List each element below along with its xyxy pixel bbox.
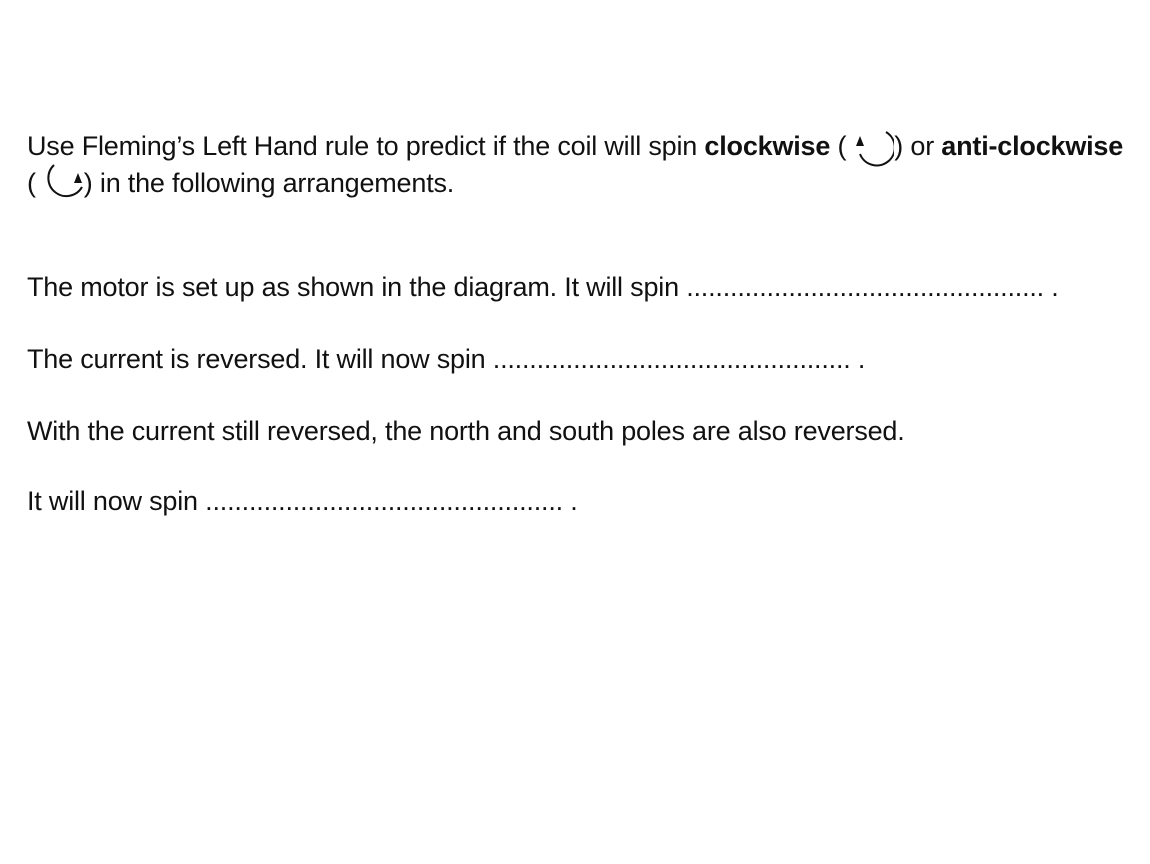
clockwise-label: clockwise — [704, 131, 831, 162]
question-3-statement — [27, 414, 905, 448]
question-1-answer-blank[interactable]: ................................................. . — [686, 272, 1059, 302]
or-text: or — [903, 131, 942, 162]
anticlockwise-arrow-icon — [36, 161, 84, 205]
open-paren-2: ( — [27, 168, 36, 199]
question-3-text: With the current still reversed, the north and south poles are also reversed. — [27, 416, 905, 446]
question-4 — [27, 484, 578, 518]
close-paren: ) — [894, 131, 904, 162]
question-2 — [27, 342, 865, 376]
question-4-answer-blank[interactable]: ................................................. . — [205, 486, 578, 516]
question-2-answer-blank[interactable]: ................................................. . — [492, 344, 866, 374]
question-4-text: It will now spin — [27, 486, 206, 516]
instructions-text-part2: ) in the following arrangements. — [83, 168, 455, 199]
question-2-text: The current is reversed. It will now spin — [27, 344, 493, 374]
instructions-text-part1: Use Fleming’s Left Hand rule to predict if the coil will spin — [27, 131, 705, 162]
open-paren: ( — [830, 131, 847, 162]
question-1-text: The motor is set up as shown in the diagram. It will spin — [27, 272, 687, 302]
anticlockwise-label: anti-clockwise — [941, 131, 1124, 162]
question-1 — [27, 270, 1059, 304]
instructions-line-2 — [27, 165, 454, 205]
clockwise-arrow-icon — [846, 124, 894, 168]
instructions-line-1 — [27, 128, 1123, 168]
